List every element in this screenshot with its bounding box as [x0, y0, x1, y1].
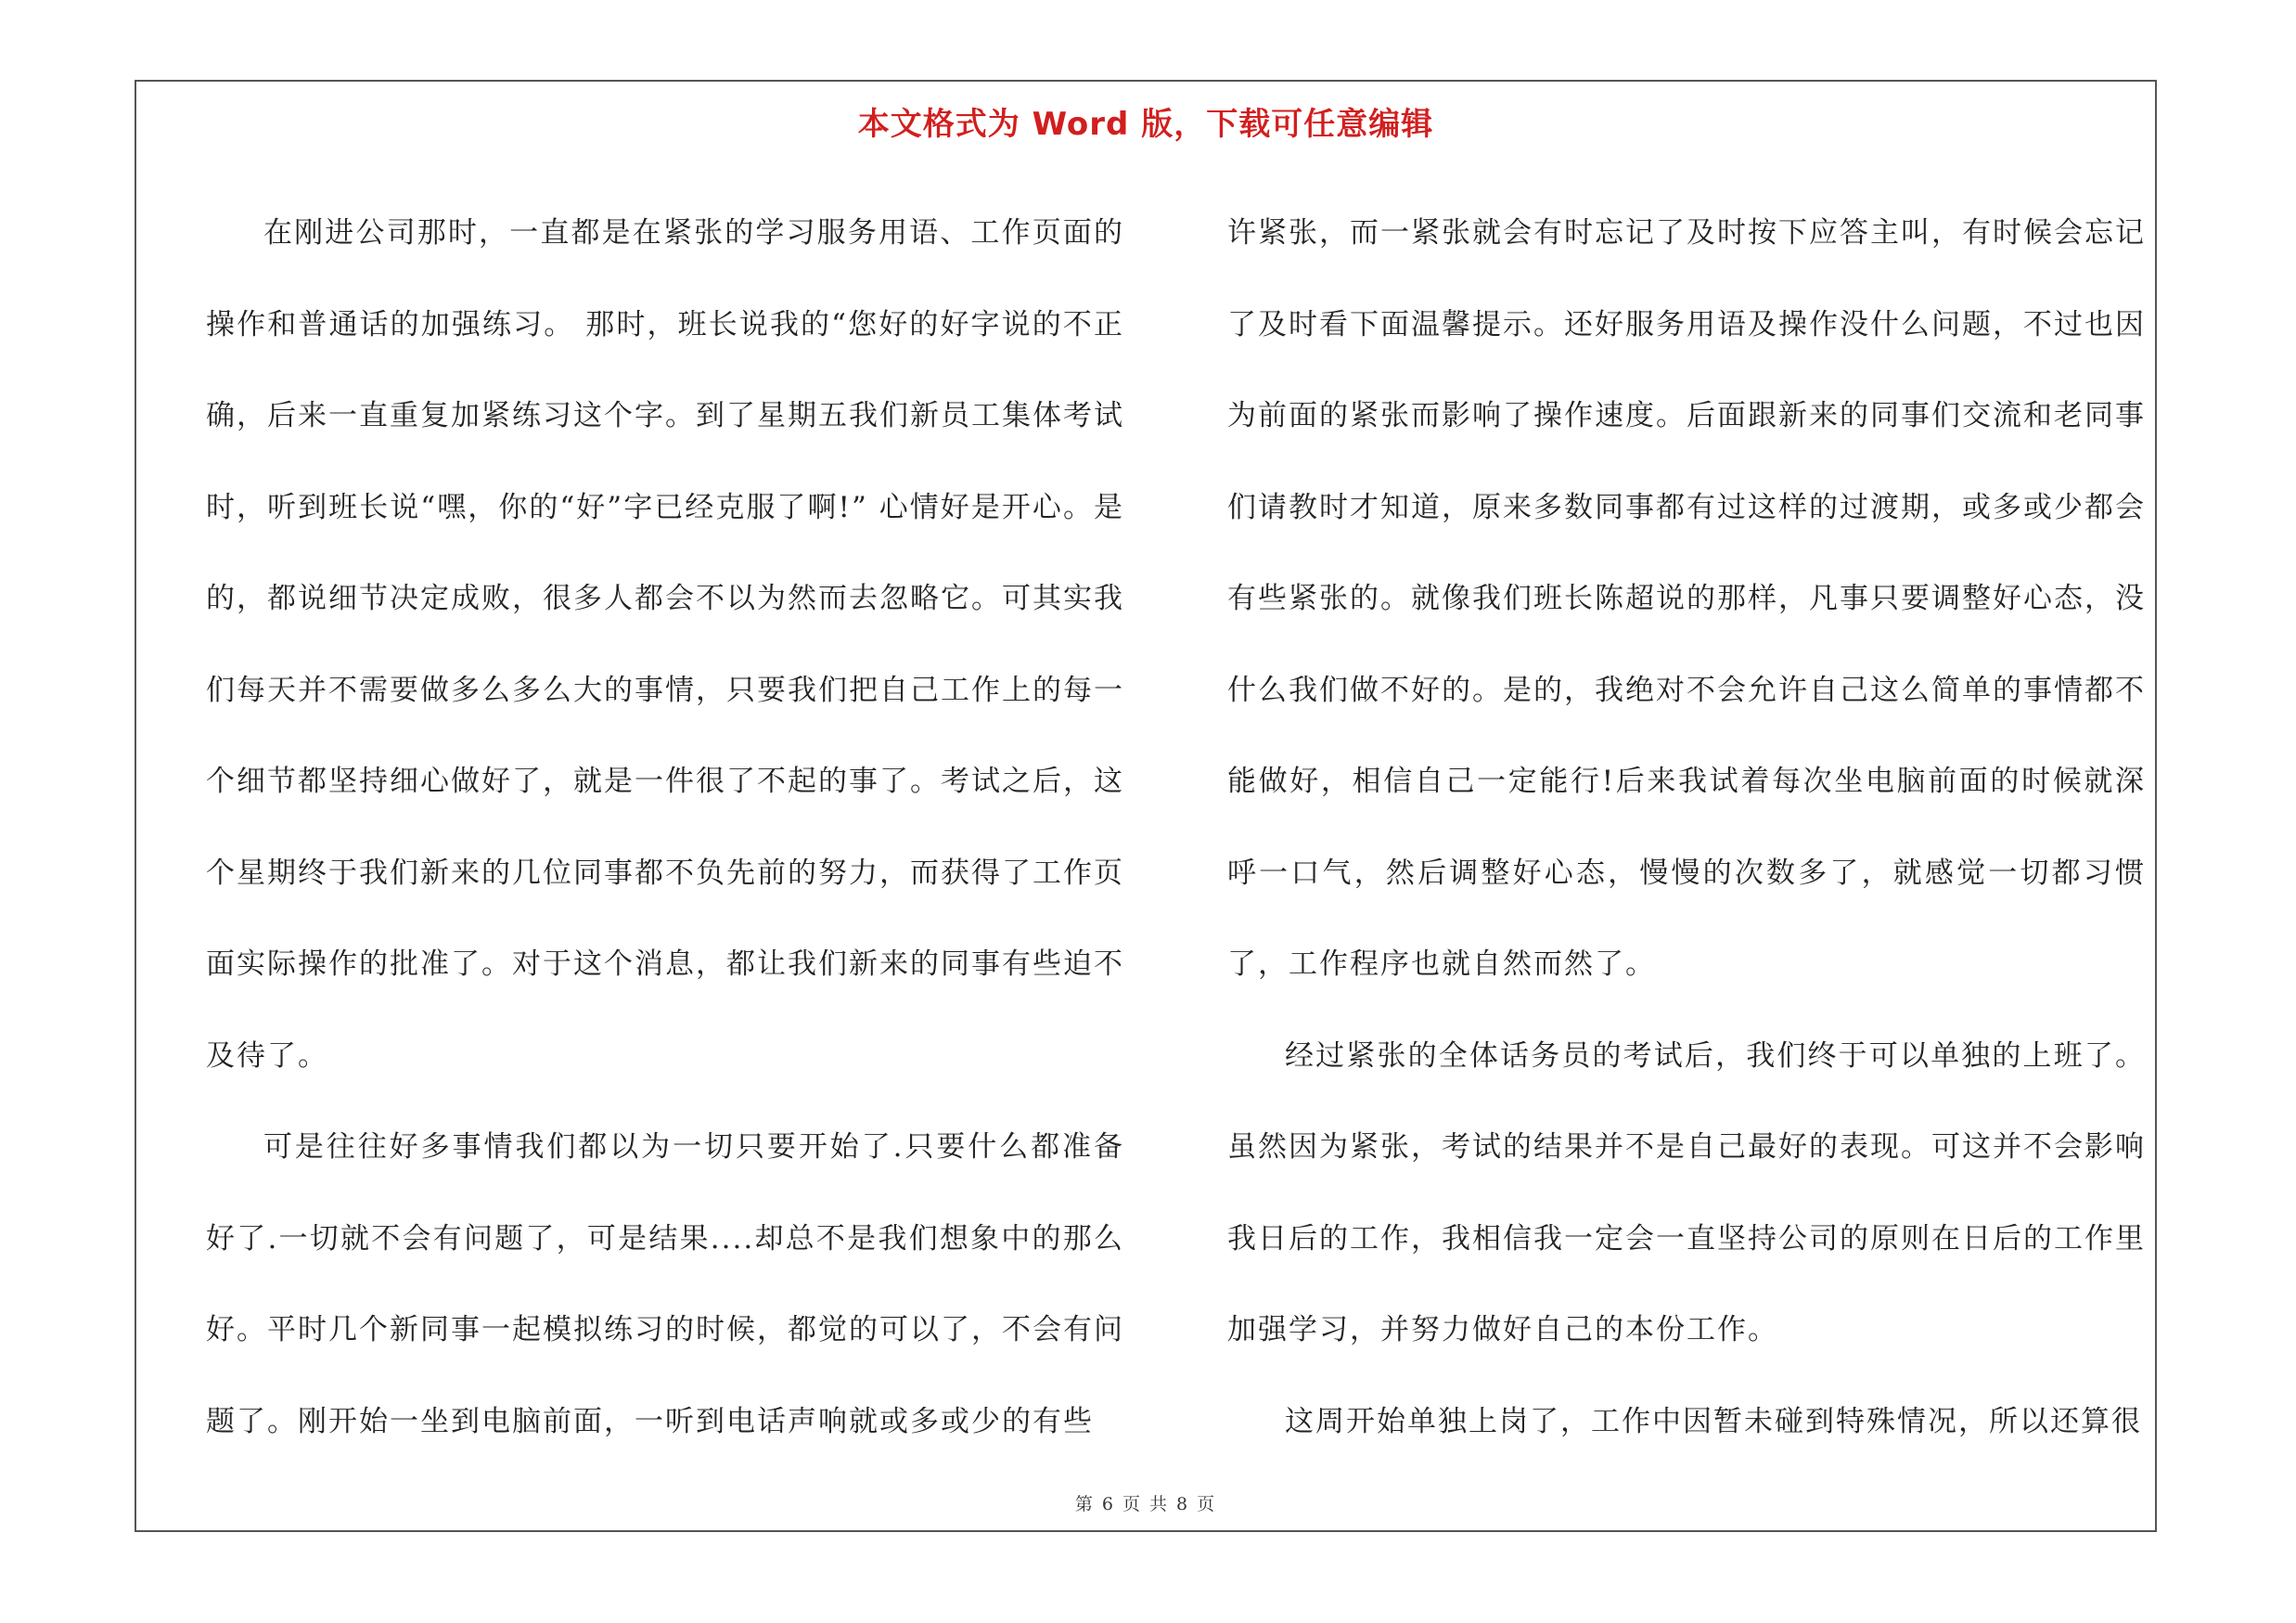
- right-column: [1227, 187, 2146, 1467]
- document-page: [135, 80, 2157, 1532]
- paragraph: 经过紧张的全体话务员的考试后，我们终于可以单独的上班了。虽然因为紧张，考试的结果并不是自己最好的表现。可这并不会影响我日后的工作，我相信我一定会一直坚持公司的原则在日后的工作里加强学习，并努力做好自己的本份工作。: [1227, 1038, 2146, 1346]
- left-column: [206, 187, 1124, 1467]
- format-banner: 本文格式为 Word 版，下载可任意编辑: [857, 106, 1434, 143]
- page-number-footer: 第 6 页 共 8 页: [1074, 1494, 1217, 1514]
- paragraph-continued: 许紧张，而一紧张就会有时忘记了及时按下应答主叫，有时候会忘记了及时看下面温馨提示。还好服务用语及操作没什么问题，不过也因为前面的紧张而影响了操作速度。后面跟新来的同事们交流和老同事们请教时才知道，原来多数同事都有过这样的过渡期，或多或少都会有些紧张的。就像我们班长陈超说的那样，凡事只要调整好心态，没什么我们做不好的。是的，我绝对不会允许自己这么简单的事情都不能做好，相信自己一定能行!后来我试着每次坐电脑前面的时候就深呼一口气，然后调整好心态，慢慢的次数多了，就感觉一切都习惯了，工作程序也就自然而然了。: [1227, 216, 2146, 981]
- paragraph: 这周开始单独上岗了，工作中因暂未碰到特殊情况，所以还算很: [1285, 1404, 2142, 1438]
- paragraph: 在刚进公司那时，一直都是在紧张的学习服务用语、工作页面的操作和普通话的加强练习。 那时，班长说我的“您好的好字说的不正确，后来一直重复加紧练习这个字。到了星期五我们新员工集体考试时，听到班长说“嘿，你的“好”字已经克服了啊!” 心情好是开心。是的，都说细节决定成败，很多人都会不以为然而去忽略它。可其实我们每天并不需要做多么多么大的事情，只要我们把自己工作上的每一个细节都坚持细心做好了，就是一件很了不起的事了。考试之后，这个星期终于我们新来的几位同事都不负先前的努力，而获得了工作页面实际操作的批准了。对于这个消息，都让我们新来的同事有些迫不及待了。: [206, 216, 1124, 1073]
- paragraph: 可是往往好多事情我们都以为一切只要开始了.只要什么都准备好了.一切就不会有问题了，可是结果....却总不是我们想象中的那么好。平时几个新同事一起模拟练习的时候，都觉的可以了，不会有问题了。刚开始一坐到电脑前面，一听到电话声响就或多或少的有些: [206, 1130, 1124, 1438]
